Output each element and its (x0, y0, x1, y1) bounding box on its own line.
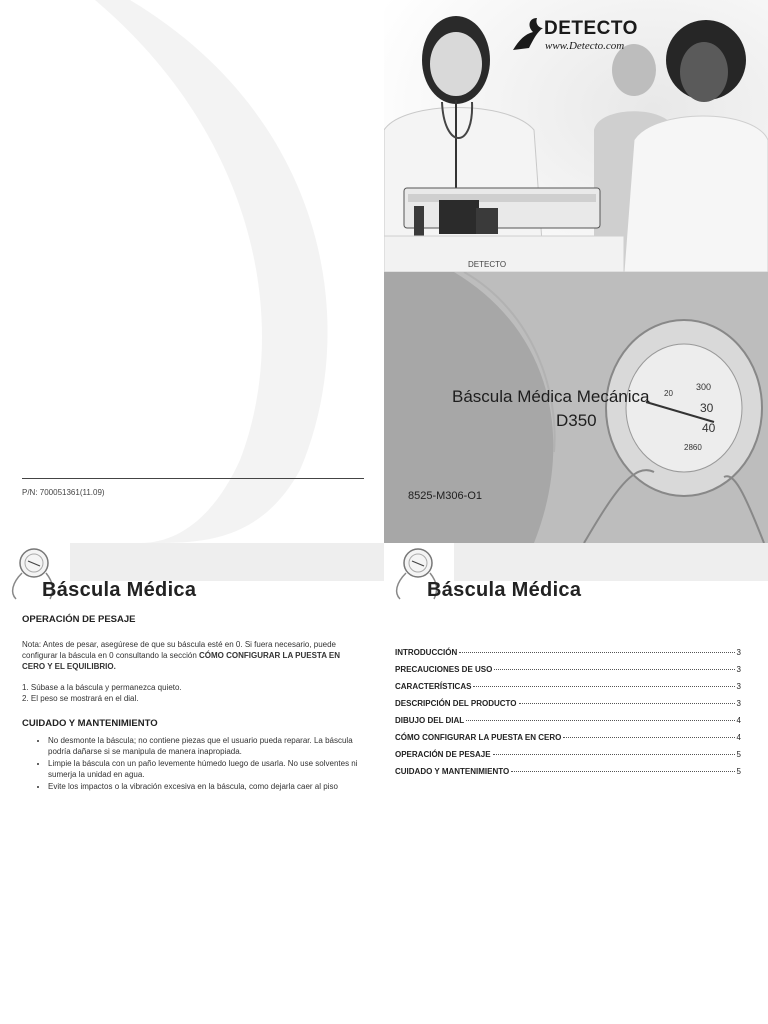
dial-label: 20 (664, 389, 673, 398)
toc-leader (511, 771, 734, 772)
dial-label: 30 (700, 401, 714, 415)
toc-entry[interactable] (395, 733, 741, 750)
care-list (22, 735, 362, 792)
toc-label: CUIDADO Y MANTENIMIENTO (395, 767, 510, 776)
toc-leader (473, 686, 734, 687)
toc-page-number: 4 (736, 733, 741, 742)
page-header-title: Báscula Médica (42, 579, 197, 601)
toc-page-number: 5 (736, 750, 741, 759)
toc-label: INTRODUCCIÓN (395, 648, 458, 657)
list-item: • No desmonte la báscula; no contiene piezas que el usuario pueda reparar. La báscula podría dañarse si se manipula de manera inapropiada. (48, 735, 362, 757)
toc-entry[interactable] (395, 648, 741, 665)
toc-page-number: 3 (736, 648, 741, 657)
divider (22, 478, 364, 479)
toc-label: PRECAUCIONES DE USO (395, 665, 493, 674)
toc-page-number: 4 (736, 716, 741, 725)
list-item: • Limpie la báscula con un paño levemente húmedo luego de usarla. No use solventes ni sumerja la unidad en agua. (48, 758, 362, 780)
toc-label: CÓMO CONFIGURAR LA PUESTA EN CERO (395, 733, 562, 742)
toc-leader (493, 754, 735, 755)
header-band (70, 543, 384, 581)
note-paragraph (22, 639, 362, 672)
toc-leader (459, 652, 734, 653)
cover-title (384, 387, 768, 447)
note-bold-text: CÓMO CONFIGURAR LA PUESTA EN CERO Y EL EQUILIBRIO. (22, 651, 341, 671)
document-code: 8525-M306-O1 (408, 490, 482, 502)
list-item: 2. El peso se mostrará en el dial. (22, 694, 139, 703)
table-of-contents (395, 648, 741, 784)
list-item: 1. Súbase a la báscula y permanezca quieto. (22, 683, 182, 692)
toc-label: OPERACIÓN DE PESAJE (395, 750, 491, 759)
header-band (454, 543, 768, 581)
dial-label: 300 (696, 382, 712, 392)
model-number: D350 (556, 411, 597, 430)
product-title: Báscula Médica Mecánica (452, 387, 650, 406)
brand-name: DETECTO (544, 18, 638, 39)
cover-photo (384, 0, 768, 272)
toc-page-number: 3 (736, 682, 741, 691)
toc-entry[interactable] (395, 750, 741, 767)
toc-label: CARACTERÍSTICAS (395, 682, 472, 691)
toc-entry[interactable] (395, 682, 741, 699)
brand-url: www.Detecto.com (545, 40, 625, 52)
front-cover-page (384, 0, 768, 543)
toc-page-number: 5 (736, 767, 741, 776)
section-heading: CUIDADO Y MANTENIMIENTO (22, 718, 158, 729)
list-item: • Evite los impactos o la vibración excesiva en la báscula, como dejarla caer al piso (48, 781, 362, 792)
toc-page-number: 3 (736, 665, 741, 674)
dial-label: 40 (702, 421, 716, 435)
section-heading: OPERACIÓN DE PESAJE (22, 614, 136, 625)
toc-entry[interactable] (395, 699, 741, 716)
toc-entry[interactable] (395, 767, 741, 784)
dial-label: 2860 (684, 443, 702, 452)
instructions-content (22, 614, 362, 793)
back-cover-page (0, 0, 384, 543)
toc-entry[interactable] (395, 665, 741, 682)
toc-entry[interactable] (395, 716, 741, 733)
swoosh-graphic (0, 0, 384, 543)
toc-leader (494, 669, 734, 670)
part-number: P/N: 700051361(11.09) (22, 488, 105, 497)
toc-page-number: 3 (736, 699, 741, 708)
page-header-title: Báscula Médica (427, 579, 582, 601)
toc-leader (563, 737, 734, 738)
toc-leader (519, 703, 735, 704)
bird-logo-icon (509, 14, 545, 54)
steps-list (22, 682, 362, 704)
note-text: Nota: Antes de pesar, asegúrese de que su báscula esté en 0. Si fuera necesario, puede configurar la báscula en 0 consultando la sección (22, 640, 336, 660)
toc-label: DESCRIPCIÓN DEL PRODUCTO (395, 699, 517, 708)
toc-leader (466, 720, 734, 721)
svg-text:DETECTO: DETECTO (468, 260, 507, 269)
toc-label: DIBUJO DEL DIAL (395, 716, 465, 725)
